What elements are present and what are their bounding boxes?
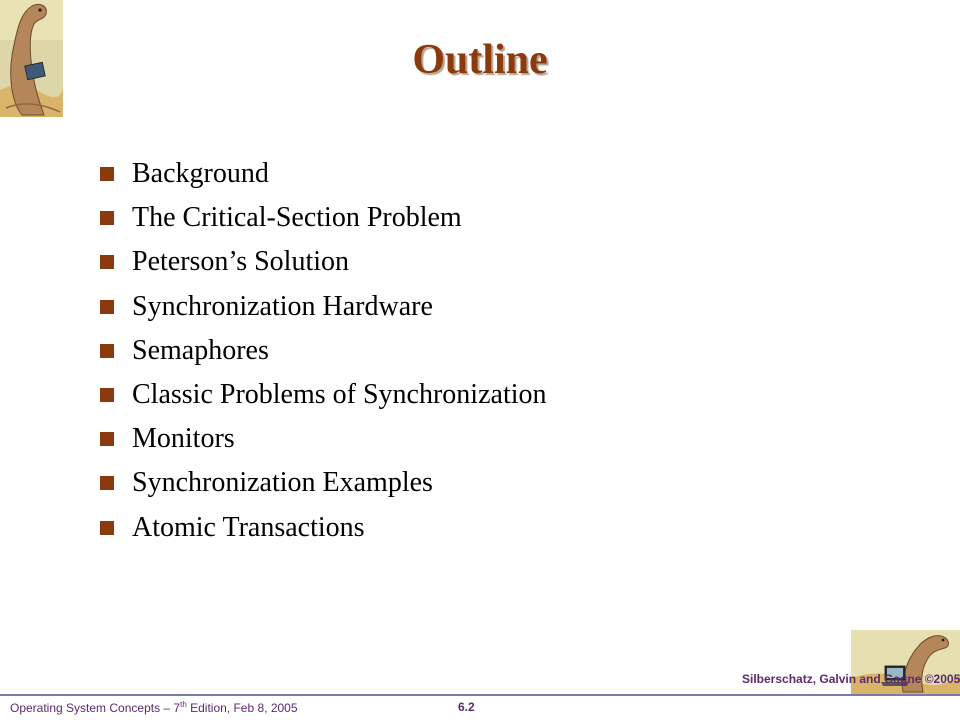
list-item-text: Background (132, 158, 269, 190)
square-bullet-icon (100, 211, 114, 225)
list-item (100, 152, 547, 196)
list-item (100, 196, 547, 240)
list-item-text: Peterson’s Solution (132, 246, 350, 278)
list-item-text: Monitors (132, 423, 235, 455)
page-number: 6.2 (458, 700, 475, 714)
list-item-text: The Critical-Section Problem (132, 202, 462, 234)
list-item (100, 417, 547, 461)
square-bullet-icon (100, 388, 114, 402)
footer-divider (0, 694, 960, 696)
square-bullet-icon (100, 300, 114, 314)
square-bullet-icon (100, 167, 114, 181)
list-item (100, 329, 547, 373)
list-item-text: Classic Problems of Synchronization (132, 379, 547, 411)
list-item (100, 373, 547, 417)
course-footer-prefix: Operating System Concepts – 7 (10, 701, 181, 715)
course-footer-suffix: Edition, Feb 8, 2005 (186, 701, 298, 715)
course-footer (10, 700, 298, 715)
square-bullet-icon (100, 255, 114, 269)
course-footer-sup: th (180, 700, 187, 709)
square-bullet-icon (100, 432, 114, 446)
list-item-text: Semaphores (132, 334, 269, 366)
list-item-text: Synchronization Hardware (132, 290, 433, 322)
list-item (100, 240, 547, 284)
outline-list (100, 152, 547, 550)
square-bullet-icon (100, 521, 114, 535)
square-bullet-icon (100, 344, 114, 358)
list-item-text: Synchronization Examples (132, 467, 433, 499)
list-item (100, 285, 547, 329)
copyright-text: Silberschatz, Galvin and Gagne ©2005 (742, 672, 960, 686)
list-item (100, 506, 547, 550)
list-item-text: Atomic Transactions (132, 511, 365, 543)
slide-title: Outline (412, 37, 548, 83)
square-bullet-icon (100, 476, 114, 490)
list-item (100, 461, 547, 505)
